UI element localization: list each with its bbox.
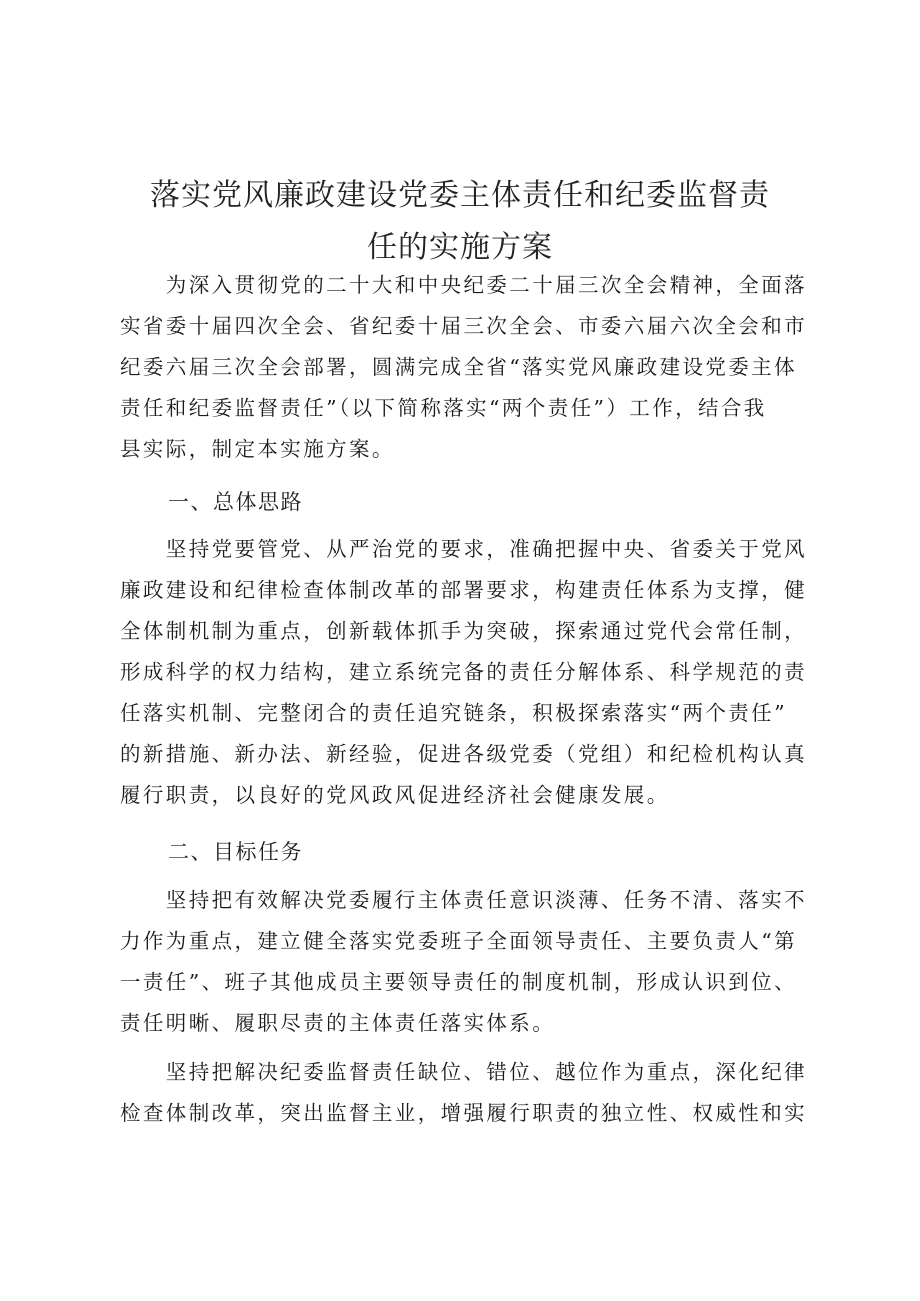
section-1-line: 廉政建设和纪律检查体制改革的部署要求，构建责任体系为支撑，健 <box>120 578 807 602</box>
section-1-line: 形成科学的权力结构，建立系统完备的责任分解体系、科学规范的责 <box>120 660 807 684</box>
section-2-line: 坚持把解决纪委监督责任缺位、错位、越位作为重点，深化纪律 <box>120 1060 807 1084</box>
section-2-paragraph-2 <box>120 1052 814 1134</box>
intro-line: 实省委十届四次全会、省纪委十届三次全会、市委六届六次全会和市 <box>120 314 807 338</box>
intro-line: 县实际，制定本实施方案。 <box>120 437 395 461</box>
section-2-line: 坚持把有效解决党委履行主体责任意识淡薄、任务不清、落实不 <box>120 888 807 912</box>
section-1-paragraph <box>120 529 814 816</box>
section-2-line: 一责任”、班子其他成员主要领导责任的制度机制，形成认识到位、 <box>120 970 797 994</box>
intro-line: 纪委六届三次全会部署，圆满完成全省“落实党风廉政建设党委主体 <box>120 355 797 379</box>
section-1-line: 任落实机制、完整闭合的责任追究链条，积极探索落实“两个责任” <box>120 701 787 725</box>
section-2-paragraph-1 <box>120 880 814 1044</box>
section-2-line: 力作为重点，建立健全落实党委班子全面领导责任、主要负责人“第 <box>120 929 797 953</box>
intro-paragraph <box>120 265 814 470</box>
document-title <box>110 170 810 274</box>
section-2-line: 检查体制改革，突出监督主业，增强履行职责的独立性、权威性和实 <box>120 1101 807 1125</box>
section-1-line: 坚持党要管党、从严治党的要求，准确把握中央、省委关于党风 <box>120 537 807 561</box>
title-line-1: 落实党风廉政建设党委主体责任和纪委监督责 <box>150 178 770 213</box>
section-2-heading: 二、目标任务 <box>168 840 303 864</box>
intro-line: 为深入贯彻党的二十大和中央纪委二十届三次全会精神，全面落 <box>120 273 807 297</box>
section-1-heading: 一、总体思路 <box>168 490 303 514</box>
section-1-line: 全体制机制为重点，创新载体抓手为突破，探索通过党代会常任制， <box>120 619 807 643</box>
section-1-line: 履行职责，以良好的党风政风促进经济社会健康发展。 <box>120 783 670 807</box>
intro-line: 责任和纪委监督责任”（以下简称落实“两个责任”）工作，结合我 <box>120 396 767 420</box>
title-line-2: 任的实施方案 <box>367 230 553 265</box>
section-1-line: 的新措施、新办法、新经验，促进各级党委（党组）和纪检机构认真 <box>120 742 807 766</box>
section-2-line: 责任明晰、履职尽责的主体责任落实体系。 <box>120 1011 556 1035</box>
